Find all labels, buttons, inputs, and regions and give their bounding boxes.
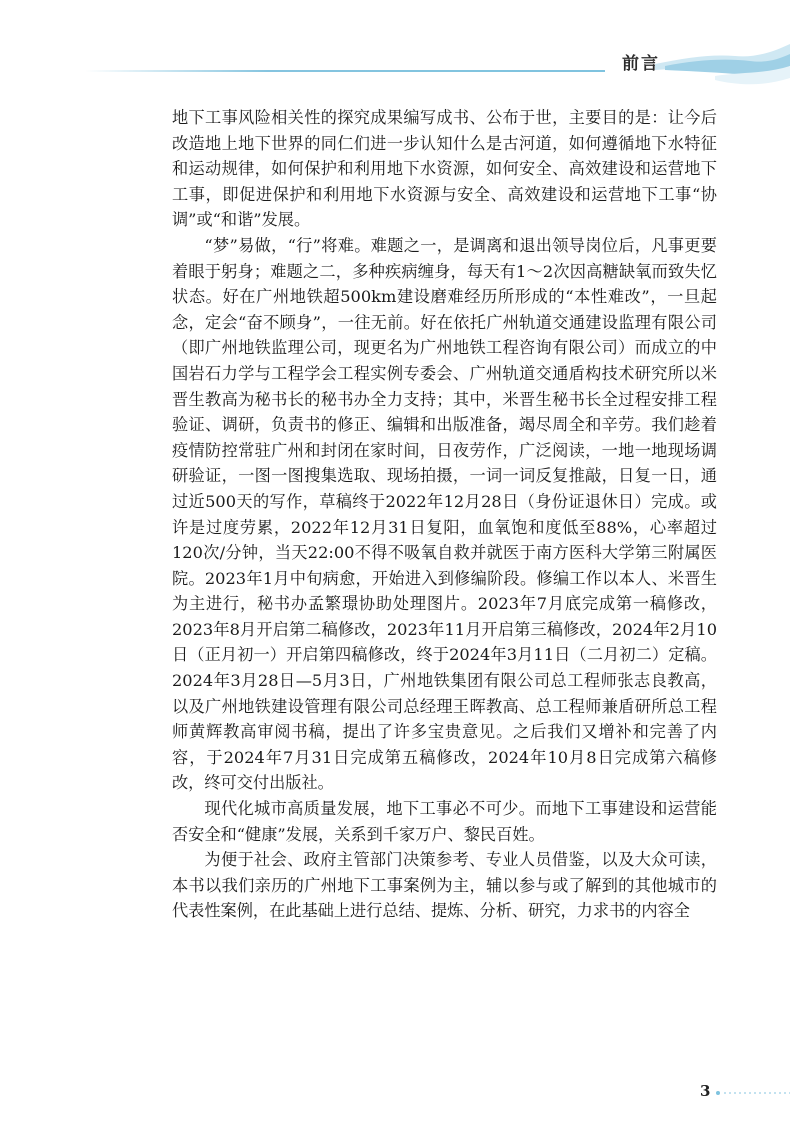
section-title: 前言 <box>622 54 660 74</box>
paragraph: 为便于社会、政府主管部门决策参考、专业人员借鉴，以及大众可读，本书以我们亲历的广州地下工事案例为主，辅以参与或了解到的其他城市的代表性案例，在此基础上进行总结、提炼、分析、研究，力求书的内容全 <box>172 850 717 921</box>
paragraph: 现代化城市高质量发展，地下工事必不可少。而地下工事建设和运营能否安全和“健康”发展，关系到千家万户、黎民百姓。 <box>172 799 717 844</box>
paragraph: “梦”易做，“行”将难。难题之一，是调离和退出领导岗位后，凡事更要着眼于躬身；难题之二，多种疾病缠身，每天有1～2次因高糖缺氧而致失忆状态。好在广州地铁超500km建设磨难经历所形成的“本性难改”，一旦起念，定会“奋不顾身”，一往无前。好在依托广州轨道交通建设监理有限公司（即广州地铁监理公司，现更名为广州地铁工程咨询有限公司）而成立的中国岩石力学与工程学会工程实例专委会、广州轨道交通盾构技术研究所以米晋生教高为秘书长的秘书办全力支持；其中，米晋生秘书长全过程安排工程验证、调研，负责书的修正、编辑和出版准备，竭尽周全和辛劳。我们趁着疫情防控常驻广州和封闭在家时间，日夜劳作，广泛阅读，一地一地现场调研验证，一图一图搜集选取、现场拍摄，一词一词反复推敲，日复一日，通过近500天的写作，草稿终于2022年12月28日（身份证退休日）完成。或许是过度劳累，2022年12月31日复阳，血氧饱和度低至88%，心率超过120次/分钟，当天22:00不得不吸氧自救并就医于南方医科大学第三附属医院。2023年1月中旬病愈，开始进入到修编阶段。修编工作以本人、米晋生为主进行，秘书办孟繁璟协助处理图片。2023年7月底完成第一稿修改，2023年8月开启第二稿修改，2023年11月开启第三稿修改，2024年2月10日（正月初一）开启第四稿修改，终于2024年3月11日（二月初二）定稿。2024年3月28日—5月3日，广州地铁集团有限公司总工程师张志良教高，以及广州地铁建设管理有限公司总经理王晖教高、总工程师兼盾研所总工程师黄辉教高审阅书稿，提出了许多宝贵意见。之后我们又增补和完善了内容，于2024年7月31日完成第五稿修改，2024年10月8日完成第六稿修改，终可交付出版社。 <box>172 235 717 793</box>
header-rule <box>85 70 605 72</box>
page-number: 3 <box>700 1082 711 1100</box>
paragraph: 地下工事风险相关性的探究成果编写成书、公布于世，主要目的是：让今后改造地上地下世界的同仁们进一步认知什么是古河道，如何遵循地下水特征和运动规律，如何保护和利用地下水资源，如何安全、高效建设和运营地下工事，即促进保护和利用地下水资源与安全、高效建设和运营地下工事“协调”或“和谐”发展。 <box>172 108 717 230</box>
running-header <box>0 0 790 110</box>
body-text <box>172 105 717 924</box>
dotted-line-decoration-icon <box>714 1090 790 1096</box>
wave-decoration-icon <box>655 36 790 96</box>
